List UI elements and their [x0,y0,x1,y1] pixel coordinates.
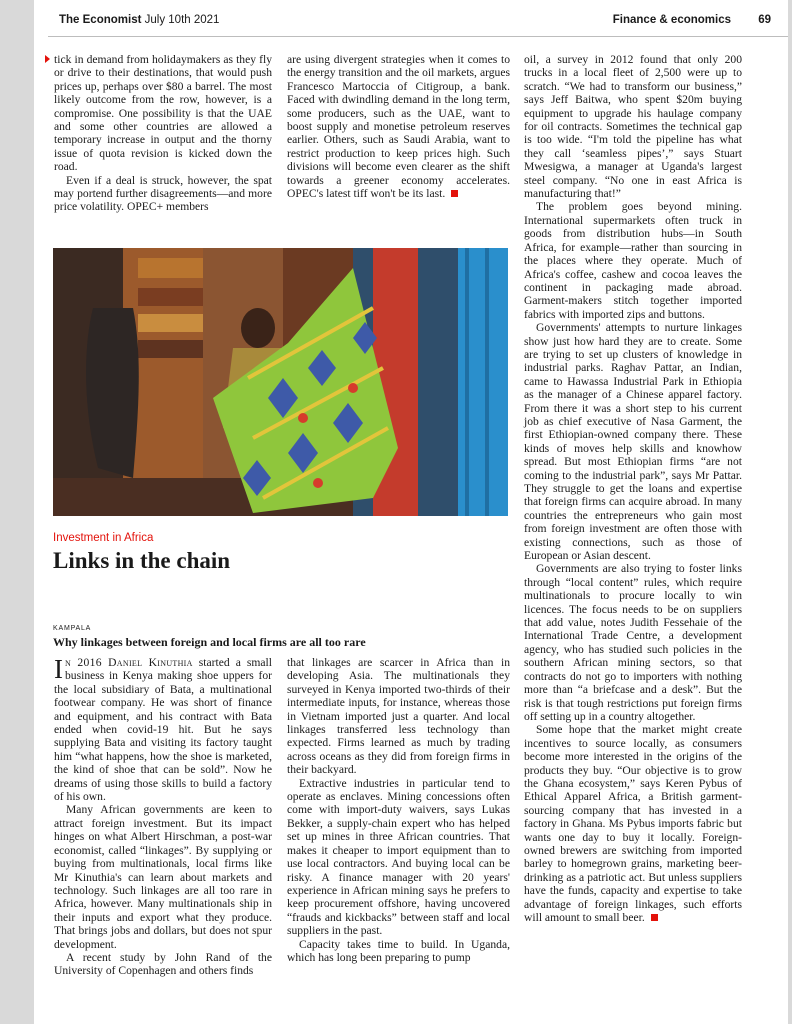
drop-cap: I [54,654,63,684]
lead-in-smallcaps: n 2016 Daniel Kinuthia [65,656,193,669]
paragraph-text: are using divergent strategies when it comes to the energy transition and the oil markets, argues Francesco Martoccia of Citigroup, a bank. Faced with dwindling demand in the long term, some producers, such as the UAE, want to boost supply and monetise petroleum reserves earlier. Others, such as Saudi Arabia, want to restrict production to keep prices high. Such divisions will become even clearer as the shift towards a greener economy accelerates. OPEC's latest tiff won't be its last. [287,53,510,201]
article-kicker: Investment in Africa [53,532,154,544]
article-column-3 [524,53,742,924]
publication-name: The Economist [59,14,142,26]
paragraph: A recent study by John Rand of the University of Copenhagen and others finds [54,950,272,978]
paragraph: Capacity takes time to build. In Uganda, which has long been preparing to pump [287,937,510,964]
article-standfirst: Why linkages between foreign and local firms are all too rare [53,635,366,649]
paragraph: oil, a survey in 2012 found that only 200 trucks in a local fleet of 2,500 were up to scratch. “We had to transform our business,” says Jeff Baitwa, who spent $20m buying equipment to upgrade his haulage company for oil contracts. Sometimes the technical gap is too wide. “I'm told the pipeline has what they call ‘seamless pipes’,” says Stuart Mwesigwa, a manager at Uganda's largest steel company. “No one in east Africa is manufacturing that!” [524,53,742,201]
publication-line [59,14,219,26]
article-column-1 [54,656,272,978]
prev-article-column-2 [287,53,510,200]
end-mark-icon [651,914,658,921]
paragraph: that linkages are scarcer in Africa than in developing Asia. The multinationals they surveyed in Kenya imported two-thirds of their intermediate inputs, for instance, whereas those in Vietnam imported just a quarter. And local linkages transferred less technology than expected. Firms learned as much by trading across oceans as they did from foreign firms in their backyard. [287,656,510,777]
page-header [59,12,771,32]
end-mark-icon [451,190,458,197]
article-dateline: KAMPALA [53,625,92,632]
paragraph-text: Some hope that the market might create incentives to source locally, as consumers become more interested in the origins of the products they buy. “Our objective is to grow the Ghana ecosystem,” says Keren Pybus of Ethical Apparel Africa, a British garment-sourcing company that has invested in a factory in Ghana. Ms Pybus imports fabric but wants one day to buy it locally. Foreign-owned brewers are switching from imported barley to homegrown grains, marketing beer-drinking as a patriotic act. But unless suppliers have the funds, capacity and expertise to take advantage of foreign linkages, such efforts will amount to small beer. [524,723,742,924]
photo-icon [53,248,508,516]
article-photo [53,248,508,516]
paragraph: Extractive industries in particular tend to operate as enclaves. Mining concessions often come with import-duty waivers, says Lukas Bekker, a supply-chain expert who has helped set up mines in three African countries. That makes it cheaper to import equipment than to use local contractors. And buying local can be risky. A finance manager with 20 years' experience in African mining says he prefers to keep procurement offshore, having uncovered “frauds and kickbacks” between staff and local suppliers in the past. [287,776,510,938]
paragraph: tick in demand from holidaymakers as they fly or drive to their destinations, that would push prices up, perhaps over $80 a barrel. The most likely outcome from the row, however, is a compromise. One possibility is that the UAE and some other countries are allowed a temporary increase in output and the thorny issue of quota revision is kicked down the road. [54,53,272,174]
article-column-2 [287,656,510,964]
continuation-arrow-icon [45,55,50,63]
paragraph [287,53,510,200]
article-headline: Links in the chain [53,548,231,573]
issue-date: July 10th 2021 [144,14,220,26]
prev-article-column-1 [54,53,272,214]
lead-paragraph [54,656,272,803]
paragraph: Governments' attempts to nurture linkages show just how hard they are to create. Some are trying to set up clusters of knowledge in industrial parks. Raghav Pattar, an Indian, came to Hawassa Industrial Park in Ethiopia as the manager of a Chinese apparel factory. From there it was a short step to his current job as chief executive of Nasa Garment, the first Ethiopian-owned company there. These kinds of moves help skills and knowhow spread. But most Ethiopian firms “are not coming to the industrial park”, says Mr Pattar. They struggle to get the loans and expertise that foreign firms can acquire abroad. In many countries the entrepreneurs who gain most from foreign investment are often those with existing connections, such as those of European or Asian descent. [524,321,742,563]
paragraph: The problem goes beyond mining. International supermarkets often truck in goods from distribution hubs—in South Africa, for example—rather than sourcing in the places where they operate. Much of Africa's coffee, cashew and cocoa leaves the continent in packaging made abroad. Garment-makers stitch together imported fabrics with imported zips and buttons. [524,200,742,321]
paragraph: Even if a deal is struck, however, the spat may portend further disagreements—and more price volatility. OPEC+ members [54,173,272,214]
paragraph: Many African governments are keen to attract foreign investment. But its impact hinges on what Albert Hirschman, a post-war economist, called “linkages”. By supplying or buying from multinationals, local firms like Mr Kinuthia's can learn about markets and technology. Such linkages are all too rare in Africa, however. Many multinationals ship in their inputs and export what they produce. That brings jobs and dollars, but does not spur development. [54,803,272,951]
header-rule [48,36,788,37]
section-name: Finance & economics [612,14,731,26]
page-number: 69 [758,14,771,26]
paragraph: Governments are also trying to foster links through “local content” rules, which require multinationals to procure locally to win licences. The focus needs to be on suppliers that add value, notes Judith Fessehaie of the International Trade Centre, a development agency, who has studied such policies in the southern African mining sectors, so that contracts do not go to importers with nothing more than “a briefcase and a desk”. But the risk is that tough restrictions put foreign firms off setting up in a country altogether. [524,562,742,723]
lead-text: started a small business in Kenya making shoe uppers for the local subsidiary of Bata, a multinational footwear company. He was short of finance and equipment, and his contract with Bata ended when covid-19 hit. But he says supplying Bata and visiting its factory taught him “what happens, how the shoe is marketed, the kind of shoe that can be sold”. Now he dreams of using those skills to build a factory of his own. [54,656,272,804]
paragraph [524,723,742,924]
magazine-page [34,0,788,1024]
